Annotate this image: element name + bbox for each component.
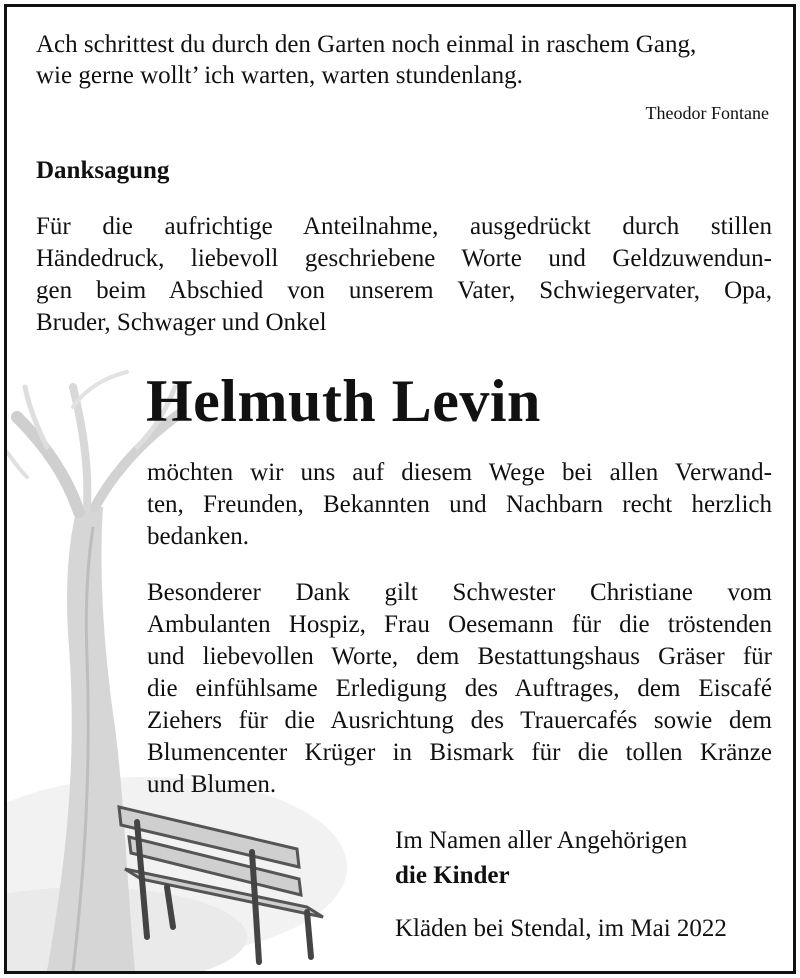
closing-line: Im Namen aller Angehörigen	[395, 827, 688, 854]
poem-author: Theodor Fontane	[645, 103, 769, 123]
intro-line: gen beim Abschied von unserem Vater, Schwiegervater, Opa,	[36, 277, 772, 304]
intro-paragraph	[36, 211, 772, 339]
place-and-date: Kläden bei Stendal, im Mai 2022	[395, 915, 727, 942]
paragraph-line: und Blumen.	[147, 771, 277, 798]
paragraph-line: Besonderer Dank gilt Schwester Christiane vom	[147, 579, 772, 606]
thanks-paragraph-1	[147, 457, 772, 553]
signature-die-kinder: die Kinder	[395, 862, 510, 889]
poem	[36, 29, 776, 91]
intro-line: Bruder, Schwager und Onkel	[36, 309, 327, 336]
poem-line-1: Ach schrittest du durch den Garten noch einmal in raschem Gang,	[36, 31, 697, 58]
paragraph-line: Blumencenter Krüger in Bismark für die tollen Kränze	[147, 739, 772, 766]
intro-line: Für die aufrichtige Anteilnahme, ausgedrückt durch stillen	[36, 213, 772, 240]
paragraph-line: und liebevollen Worte, dem Bestattungshaus Gräser für	[147, 643, 772, 670]
poem-line-2: wie gerne wollt’ ich warten, warten stundenlang.	[36, 62, 523, 89]
thanks-paragraph-2	[147, 577, 772, 801]
paragraph-line: bedanken.	[147, 523, 250, 550]
intro-line: Händedruck, liebevoll geschriebene Worte und Geldzuwendun-	[36, 245, 772, 272]
deceased-name: Helmuth Levin	[146, 368, 541, 434]
paragraph-line: ten, Freunden, Bekannten und Nachbarn recht herzlich	[147, 491, 772, 518]
paragraph-line: Ziehers für die Ausrichtung des Trauercafés sowie dem	[147, 707, 772, 734]
heading-danksagung: Danksagung	[36, 157, 170, 184]
obituary-frame	[4, 4, 796, 974]
paragraph-line: die einfühlsame Erledigung des Auftrages, dem Eiscafé	[147, 675, 772, 702]
paragraph-line: Ambulanten Hospiz, Frau Oesemann für die tröstenden	[147, 611, 772, 638]
paragraph-line: möchten wir uns auf diesem Wege bei allen Verwand-	[147, 459, 772, 486]
